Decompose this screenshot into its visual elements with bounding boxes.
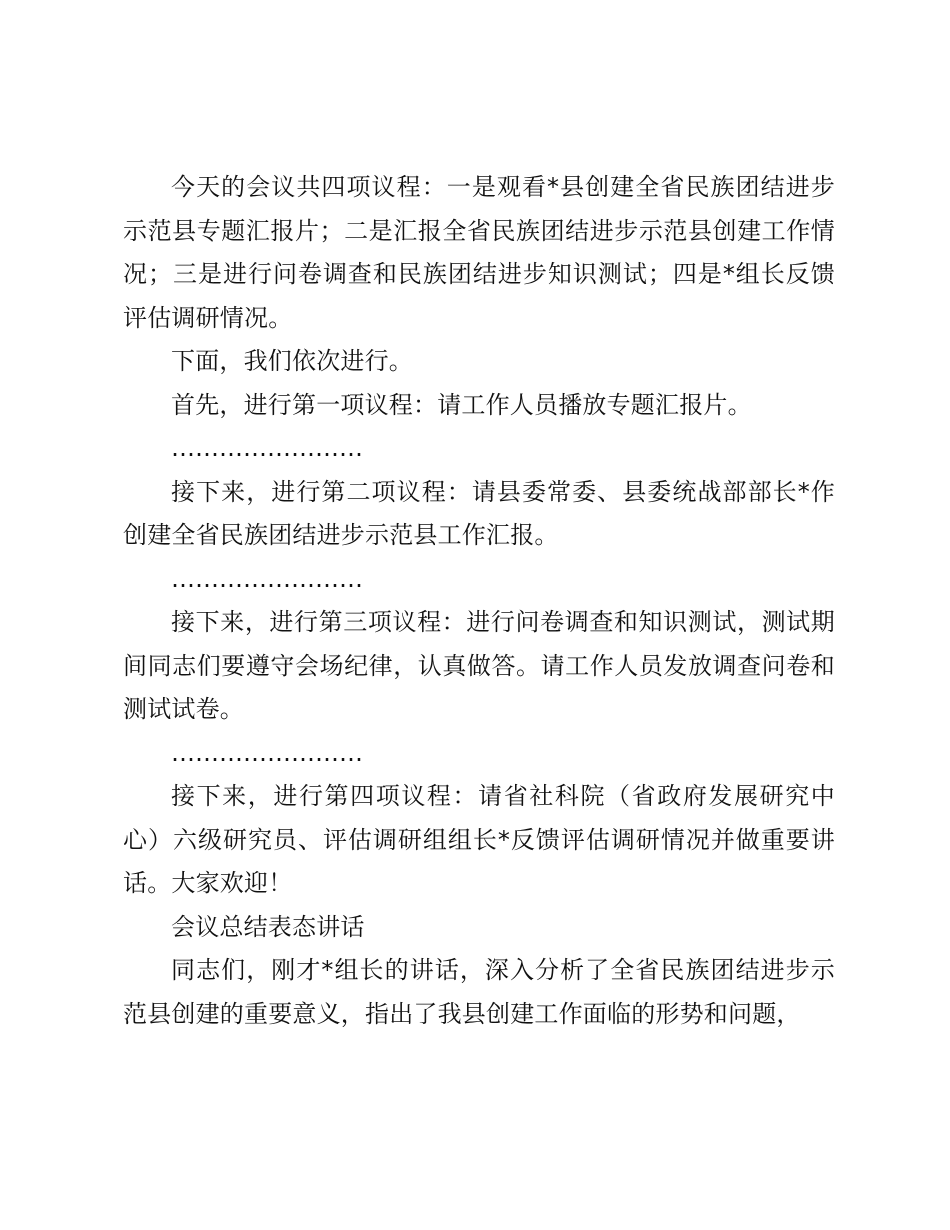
section-heading-summary: 会议总结表态讲话 (171, 912, 365, 941)
paragraph-agenda-item-2: 接下来，进行第二项议程：请县委常委、县委统战部部长*作创建全省民族团结进步示范县工作汇报。 (123, 477, 835, 549)
ellipsis-separator-3: …………………… (171, 738, 363, 767)
paragraph-agenda-item-3: 接下来，进行第三项议程：进行问卷调查和知识测试，测试期间同志们要遵守会场纪律，认真做答。请工作人员发放调查问卷和测试试卷。 (123, 608, 835, 723)
paragraph-proceed: 下面，我们依次进行。 (171, 347, 413, 375)
document-body (123, 166, 835, 1036)
ellipsis-separator-2: …………………… (171, 564, 363, 593)
paragraph-agenda-item-1: 首先，进行第一项议程：请工作人员播放专题汇报片。 (171, 390, 752, 419)
paragraph-agenda-item-4: 接下来，进行第四项议程：请省社科院（省政府发展研究中心）六级研究员、评估调研组组长*反馈评估调研情况并做重要讲话。大家欢迎！ (123, 782, 835, 897)
ellipsis-separator-1: …………………… (171, 434, 363, 462)
paragraph-summary-speech: 同志们，刚才*组长的讲话，深入分析了全省民族团结进步示范县创建的重要意义，指出了我县创建工作面临的形势和问题， (123, 956, 835, 1028)
paragraph-agenda-overview: 今天的会议共四项议程：一是观看*县创建全省民族团结进步示范县专题汇报片；二是汇报全省民族团结进步示范县创建工作情况；三是进行问卷调查和民族团结进步知识测试；四是*组长反馈评估调研情况。 (123, 173, 835, 332)
